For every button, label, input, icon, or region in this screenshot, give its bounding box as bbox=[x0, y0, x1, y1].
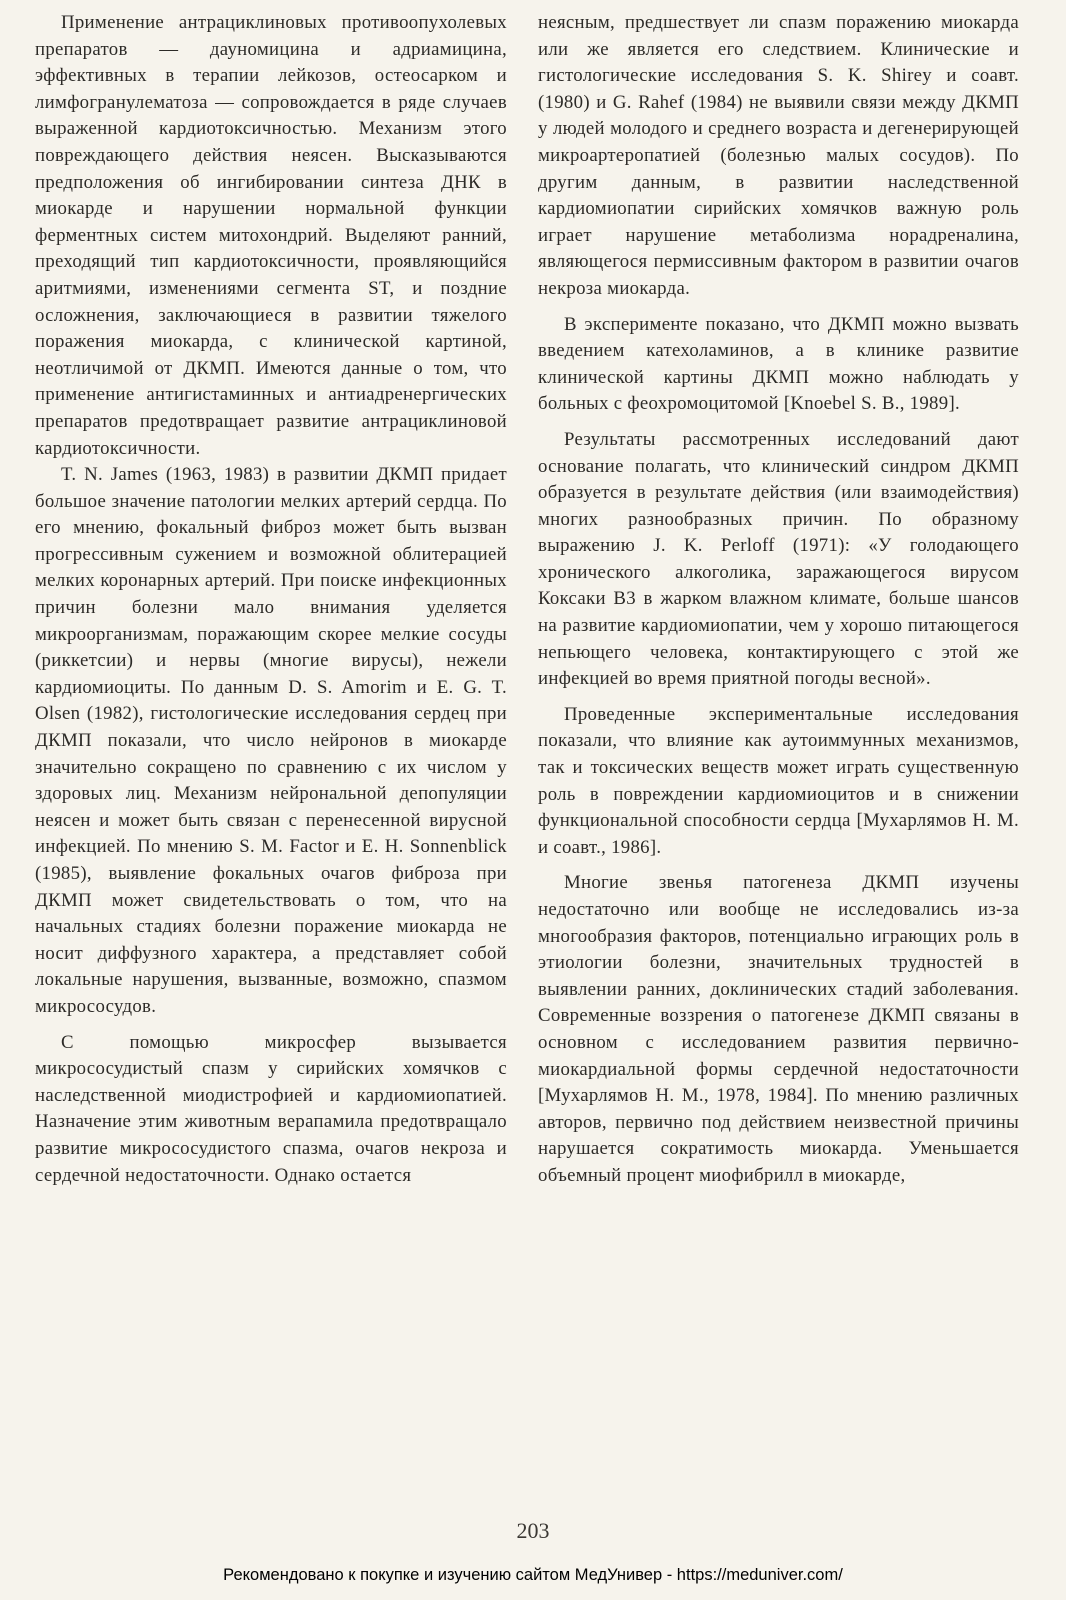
paragraph: T. N. James (1963, 1983) в развитии ДКМП придает большое значение патологии мелких артерий сердца. По его мнению, фокальный фиброз может быть вызван прогрессивным сужением и возможной облитерацией мелких коронарных артерий. При поиске инфекционных причин болезни мало внимания уделяется микроорганизмам, поражающим скорее мелкие сосуды (риккетсии) и нервы (многие вирусы), нежели кардиомиоциты. По данным D. S. Amorim и E. G. T. Olsen (1982), гистологические исследования сердец при ДКМП показали, что число нейронов в миокарде значительно сокращено по сравнению с их числом у здоровых лиц. Механизм нейрональной депопуляции неясен и может быть связан с перенесенной вирусной инфекцией. По мнению S. M. Factor и E. H. Sonnenblick (1985), выявление фокальных очагов фиброза при ДКМП может свидетельствовать о том, что на начальных стадиях болезни поражение миокарда не носит диффузного характера, а представляет собой локальные нарушения, вызванные, возможно, спазмом микрососудов. bbox=[35, 464, 507, 1017]
paragraph: Проведенные экспериментальные исследования показали, что влияние как аутоиммунных механизмов, так и токсических веществ может играть существенную роль в повреждении кардиомиоцитов и в снижении функциональной способности сердца [Мухарлямов Н. М. и соавт., 1986]. bbox=[538, 703, 1019, 858]
left-text-column bbox=[35, 10, 507, 1189]
paragraph: Применение антрациклиновых противоопухолевых препаратов — дауномицина и адриамицина, эффективных в терапии лейкозов, остеосарком и лимфогранулематоза — сопровождается в ряде случаев выраженной кардиотоксичностью. Механизм этого повреждающего действия неясен. Высказываются предположения об ингибировании синтеза ДНК в миокарде и нарушении нормальной функции ферментных систем митохондрий. Выделяют ранний, преходящий тип кардиотоксичности, проявляющийся аритмиями, изменениями сегмента ST, и поздние осложнения, заключающиеся в развитии тяжелого поражения миокарда, с клинической картиной, неотличимой от ДКМП. Имеются данные о том, что применение антигистаминных и антиадренергических препаратов предотвращает развитие антрациклиновой кардиотоксичности. bbox=[35, 12, 507, 459]
right-text-column bbox=[538, 10, 1019, 1190]
paragraph: неясным, предшествует ли спазм поражению миокарда или же является его следствием. Клинические и гистологические исследования S. K. Shirey и соавт. (1980) и G. Rahef (1984) не выявили связи между ДКМП у людей молодого и среднего возраста и дегенерирующей микроартеропатией (болезнью малых сосудов). По другим данным, в развитии наследственной кардиомиопатии сирийских хомячков важную роль играет нарушение метаболизма норадреналина, являющегося пермиссивным фактором в развитии очагов некроза миокарда. bbox=[538, 12, 1019, 299]
paragraph: В эксперименте показано, что ДКМП можно вызвать введением катехоламинов, а в клинике развитие клинической картины ДКМП можно наблюдать у больных с феохромоцитомой [Knoebel S. B., 1989]. bbox=[538, 313, 1019, 415]
paragraph: С помощью микросфер вызывается микрососудистый спазм у сирийских хомячков с наследственной миодистрофией и кардиомиопатией. Назначение этим животным верапамила предотвращало развитие микрососудистого спазма, очагов некроза и сердечной недостаточности. Однако остается bbox=[35, 1031, 507, 1186]
paragraph: Результаты рассмотренных исследований дают основание полагать, что клинический синдром ДКМП образуется в результате действия (или взаимодействия) многих разнообразных причин. По образному выражению J. K. Perloff (1971): «У голодающего хронического алкоголика, заражающегося вирусом Коксаки B3 в жарком влажном климате, больше шансов на развитие кардиомиопатии, чем у хорошо питающегося непьющего человека, контактирующего с этой же инфекцией во время приятной погоды весной». bbox=[538, 428, 1019, 690]
paragraph: Многие звенья патогенеза ДКМП изучены недостаточно или вообще не исследовались из-за многообразия факторов, потенциально играющих роль в этиологии болезни, значительных трудностей в выявлении ранних, доклинических стадий заболевания. Современные воззрения о патогенезе ДКМП связаны в основном с исследованием развития первично-миокардиальной формы сердечной недостаточности [Мухарлямов Н. М., 1978, 1984]. По мнению различных авторов, первично под действием неизвестной причины нарушается сократимость миокарда. Уменьшается объемный процент миофибрилл в миокарде, bbox=[538, 872, 1019, 1186]
page-number: 203 bbox=[516, 1518, 550, 1543]
footer-recommendation: Рекомендовано к покупке и изучению сайтом МедУнивер - https://meduniver.com/ bbox=[223, 1566, 843, 1584]
